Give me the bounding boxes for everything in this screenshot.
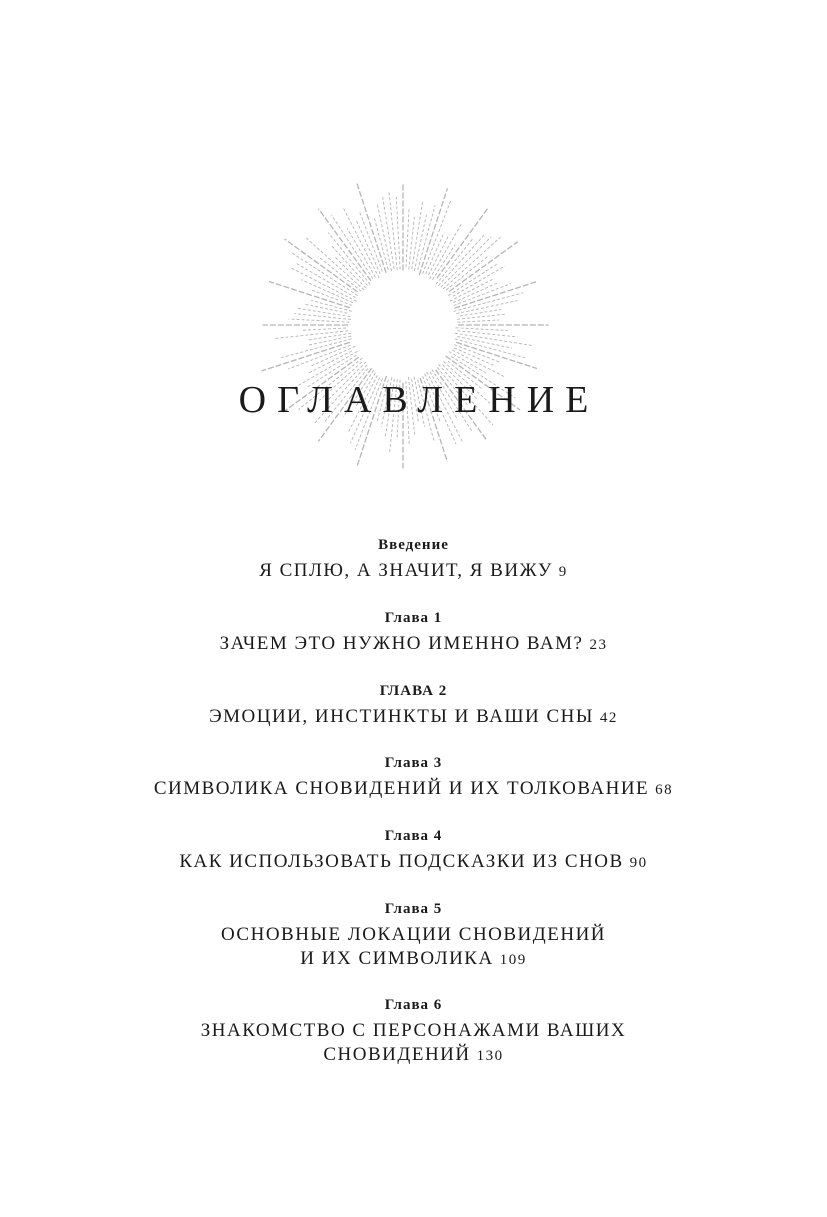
toc-entry-title: Я СПЛЮ, А ЗНАЧИТ, Я ВИЖУ 9 <box>259 560 568 581</box>
toc-entry-chapter-1[interactable] <box>0 608 827 657</box>
sunburst-ray <box>279 339 351 358</box>
toc-entry-chapter-6[interactable] <box>0 995 827 1068</box>
toc-entry-title: ЗНАКОМСТВО С ПЕРСОНАЖАМИ ВАШИХ <box>200 1020 627 1041</box>
sunburst-ray <box>389 191 397 270</box>
toc-entry-chapter-4[interactable] <box>0 826 827 875</box>
sunburst-ray <box>406 208 409 267</box>
sunburst-ray <box>396 197 400 269</box>
sunburst-ray <box>454 345 500 363</box>
sunburst-ray <box>457 320 499 322</box>
sunburst-ray <box>319 209 371 281</box>
toc-entry-chapter-5[interactable] <box>0 899 827 972</box>
sunburst-ray <box>429 234 450 275</box>
toc-entry-title: ОСНОВНЫЕ ЛОКАЦИИ СНОВИДЕНИЙ <box>220 924 607 945</box>
toc-entry-title: СНОВИДЕНИЙ 130 <box>323 1044 504 1065</box>
page-title: ОГЛАВЛЕНИЕ <box>238 379 600 421</box>
toc-entry-page: 42 <box>599 710 618 726</box>
toc-entry-label: Глава 3 <box>384 755 443 771</box>
sunburst-ray <box>311 346 356 366</box>
toc-entry-title: ЭМОЦИИ, ИНСТИНКТЫ И ВАШИ СНЫ 42 <box>209 706 618 727</box>
sunburst-ray <box>457 331 517 337</box>
sunburst-ray <box>454 282 536 309</box>
sunburst-ray <box>455 339 525 358</box>
sunburst-ray <box>308 333 351 340</box>
toc-entry-chapter-3[interactable] <box>0 753 827 802</box>
toc-entry-label: Глава 1 <box>384 610 443 626</box>
sunburst-ray <box>262 342 350 371</box>
toc-entry-label: Введение <box>378 537 449 553</box>
sunburst-ray <box>292 253 358 296</box>
sunburst-ray <box>294 314 351 320</box>
sunburst-ray <box>328 233 370 285</box>
toc-entry-label: Глава 5 <box>384 901 443 917</box>
sunburst-ray <box>276 331 349 339</box>
sunburst-ray <box>302 328 346 330</box>
toc-entry-label: Глава 4 <box>384 828 443 844</box>
toc-entry-page: 68 <box>655 782 674 798</box>
toc-entry-intro[interactable] <box>0 535 827 584</box>
sunburst-ray <box>456 328 508 331</box>
sunburst-ray <box>423 199 452 273</box>
sunburst-ray <box>457 314 506 319</box>
sunburst-ray <box>456 342 537 368</box>
sunburst-ray <box>288 345 350 369</box>
sunburst-ray <box>426 233 444 274</box>
sunburst-ray <box>306 238 364 290</box>
sunburst-ray <box>455 333 532 345</box>
toc-entry-page: 109 <box>499 952 527 968</box>
toc-entry-title: СИМВОЛИКА СНОВИДЕНИЙ И ИХ ТОЛКОВАНИЕ 68 <box>153 778 674 799</box>
sunburst-ray <box>382 195 394 269</box>
toc-entry-chapter-2[interactable] <box>0 681 827 730</box>
toc-entry-title: ЗАЧЕМ ЭТО НУЖНО ИМЕННО ВАМ? 23 <box>219 633 608 654</box>
sunburst-ray <box>347 228 375 277</box>
sunburst-ray <box>453 282 499 302</box>
sunburst-ray <box>357 183 386 273</box>
sunburst-ray <box>454 348 495 366</box>
toc-entry-page: 23 <box>589 637 608 653</box>
sunburst-ray <box>269 282 350 308</box>
sunburst-ray <box>443 237 501 289</box>
sunburst-ray <box>419 188 447 275</box>
sunburst-ray <box>409 215 415 270</box>
toc-entry-title: И ИХ СИМВОЛИКА 109 <box>300 948 527 969</box>
toc-entry-page: 90 <box>629 855 648 871</box>
toc-entry-title: КАК ИСПОЛЬЗОВАТЬ ПОДСКАЗКИ ИЗ СНОВ 90 <box>179 851 648 872</box>
toc-entry-label: Глава 6 <box>384 997 443 1013</box>
toc-entry-label: ГЛАВА 2 <box>379 683 448 699</box>
sunburst-ray <box>289 319 350 322</box>
toc-entry-page: 130 <box>476 1048 504 1064</box>
sunburst-ray <box>448 264 496 295</box>
toc-entry-page: 9 <box>558 564 568 580</box>
sunburst-ray <box>374 217 388 269</box>
